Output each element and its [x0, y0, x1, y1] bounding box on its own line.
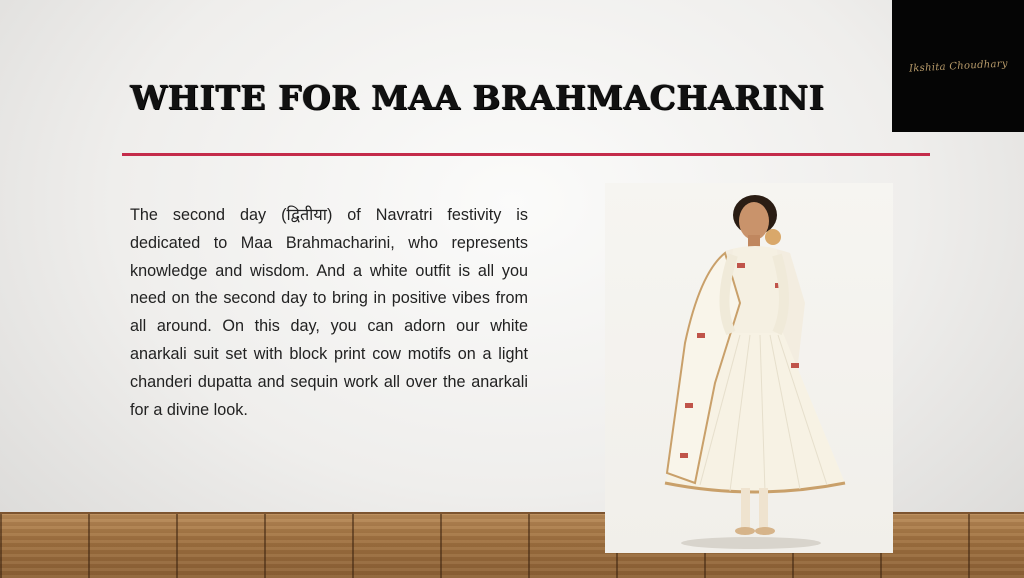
- anarkali-model-illustration: [605, 183, 893, 553]
- brand-logo: [892, 0, 1024, 132]
- logo-signature: Ikshita Choudhary: [908, 57, 1008, 75]
- title-divider: [122, 153, 930, 156]
- product-photo: [605, 183, 893, 553]
- page-title: WHITE FOR MAA BRAHMACHARINI: [130, 78, 825, 117]
- description-text: The second day (द्वितीया) of Navratri festivity is dedicated to Maa Brahmacharini, who represents knowledge and wisdom. And a white outfit is all you need on the second day to bring in positive vibes from all around. On this day, you can adorn our white anarkali suit set with block print cow motifs on a light chanderi dupatta and sequin work all over the anarkali for a divine look.: [130, 206, 528, 419]
